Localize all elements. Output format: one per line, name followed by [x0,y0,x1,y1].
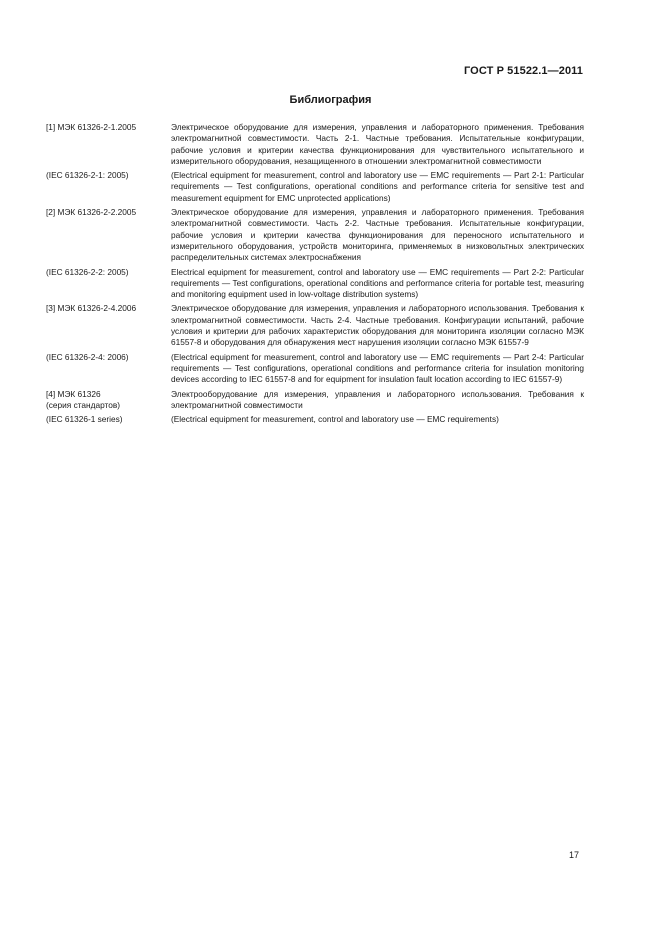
page-title: Библиография [289,94,372,106]
bibliography-entry [46,303,584,348]
page-number: 17 [568,850,579,860]
entry-reference: [2] МЭК 61326-2-2.2005 [46,207,137,218]
entry-text: Electrical equipment for measurement, control and laboratory use — EMC requirements — Part 2-2: Particular requirements — Test configurations, operational conditions and performance criteria for portable test, measuring and monitoring equipment used in low-voltage distribution systems) [171,266,584,300]
entry-reference: (IEC 61326-2-4: 2006) [46,351,129,362]
bibliography-entry [46,352,584,386]
entry-reference: (IEC 61326-2-2: 2005) [46,266,129,277]
bibliography-entry [46,207,584,263]
entry-reference [46,389,171,412]
entry-text: Электрическое оборудование для измерения, управления и лабораторного применения. Требования электромагнитной совместимости. Часть 2-1. Частные требования. Испытательные конфигурации, рабочие условия и критерии качества функционирования для чувствительного испытательного и измерительного оборудования, незащищенного в отношении электромагнитной совместимости [171,122,584,166]
bibliography-list [46,122,584,428]
bibliography-entry [46,414,584,425]
entry-text: Электрическое оборудование для измерения, управления и лабораторного использования. Требования к электромагнитной совместимости. Часть 2-4. Частные требования. Конфигурации испытаний, рабочие условия и критерии для рабочих характеристик оборудования для мониторинга изоляции согласно МЭК 61557-8 и оборудования для обнаружения мест нарушения изоляции согласно МЭК 61557-9 [171,303,584,348]
entry-reference-line: (серия стандартов) [46,399,121,410]
entry-reference: (IEC 61326-2-1: 2005) [46,170,129,181]
entry-text: (Electrical equipment for measurement, control and laboratory use — EMC requirements) [171,414,499,425]
entry-reference-line: [4] МЭК 61326 [46,388,101,399]
document-code: ГОСТ Р 51522.1—2011 [463,65,583,77]
entry-text: Электрическое оборудование для измерения, управления и лабораторного применения. Требования электромагнитной совместимости. Часть 2-2. Частные требования. Испытательные конфигурации, рабочие условия и критерии качества функционирования для переносного испытательного и измерительного оборудования, устройств мониторинга, применяемых в низковольтных электрических распределительных системах электроснабжения [171,207,584,263]
entry-text: (Electrical equipment for measurement, control and laboratory use — EMC requirements — Part 2-4: Particular requirements — Test configurations, operational conditions and performance criteria for insulation monitoring devices according to IEC 61557-8 and for equipment for insulation fault location according to IEC 61557-9) [171,351,584,385]
bibliography-entry [46,389,584,412]
entry-text: (Electrical equipment for measurement, control and laboratory use — EMC requirements — Part 2-1: Particular requirements — Test configurations, operational conditions and performance criteria for sensitive test and measurement equipment for EMC unprotected applications) [171,170,584,203]
entry-reference: [3] МЭК 61326-2-4.2006 [46,303,137,314]
bibliography-entry [46,122,584,167]
entry-reference: [1] МЭК 61326-2-1.2005 [46,122,137,132]
entry-text: Электрооборудование для измерения, управления и лабораторного использования. Требования к электромагнитной совместимости [171,388,584,410]
bibliography-entry [46,267,584,301]
entry-reference: (IEC 61326-1 series) [46,414,123,425]
bibliography-entry [46,170,584,204]
